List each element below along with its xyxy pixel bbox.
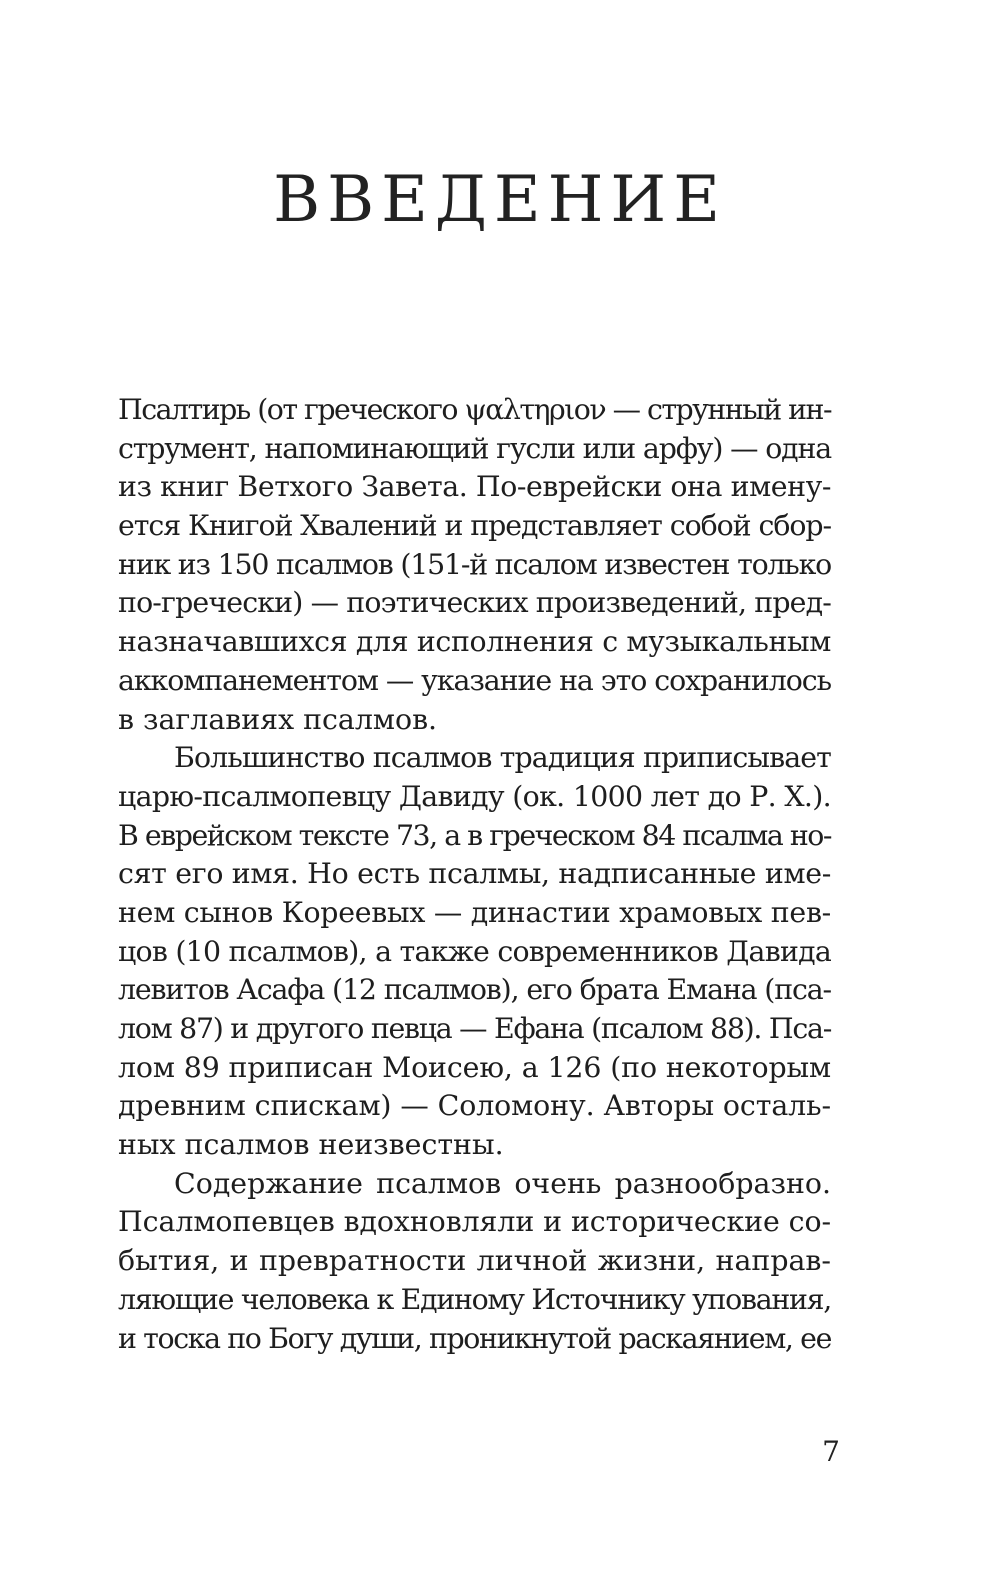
text-line: лом 87) и другого певца — Ефана (псалом 88). Пса- [118,1012,832,1045]
text-line: цов (10 псалмов), а также современников Давида [118,934,832,968]
body-text [118,391,831,1358]
text-line: В еврейском тексте 73, а в греческом 84 псалма но- [118,818,831,852]
text-line: левитов Асафа (12 псалмов), его брата Емана (пса- [118,973,832,1007]
text-line: ных псалмов неизвестны. [118,1128,504,1162]
text-line: Содержание псалмов очень разнообразно. [174,1166,831,1200]
text-line: ется Книгой Хвалений и представляет собой сбор- [118,509,832,543]
text-line: лом 89 приписан Моисею, а 126 (по некоторым [118,1050,831,1084]
text-line: бытия, и превратности личной жизни, направ- [118,1244,831,1278]
text-line: ляющие человека к Единому Источнику упования, [118,1282,831,1316]
text-line: назначавшихся для исполнения с музыкальным [118,625,831,659]
text-line: нем сынов Кореевых — династии храмовых пев- [118,895,832,929]
text-line: Псалмопевцев вдохновляли и исторические со- [118,1205,831,1239]
text-line: древним спискам) — Соломону. Авторы осталь- [118,1089,831,1123]
text-line: Псалтирь (от греческого ψαλτηριον — струнный ин- [118,393,832,426]
text-line: и тоска по Богу души, проникнутой раскаянием, ее [118,1321,831,1355]
text-line: аккомпанементом — указание на это сохранилось [118,663,831,697]
chapter-title: ВВЕДЕНИЕ [273,163,727,237]
text-line: Большинство псалмов традиция приписывает [174,741,831,775]
text-line: по-гречески) — поэтических произведений, пред- [118,586,831,620]
text-line: ник из 150 псалмов (151-й псалом известен только [118,547,831,581]
text-line: царю-псалмопевцу Давиду (ок. 1000 лет до Р. Х.). [118,779,831,813]
text-line: из книг Ветхого Завета. По-еврейски она имену- [118,470,831,504]
text-line: в заглавиях псалмов. [118,702,438,736]
text-line: струмент, напоминающий гусли или арфу) — одна [118,431,832,465]
text-line: сят его имя. Но есть псалмы, надписанные име- [118,857,831,891]
page-number: 7 [822,1435,840,1468]
